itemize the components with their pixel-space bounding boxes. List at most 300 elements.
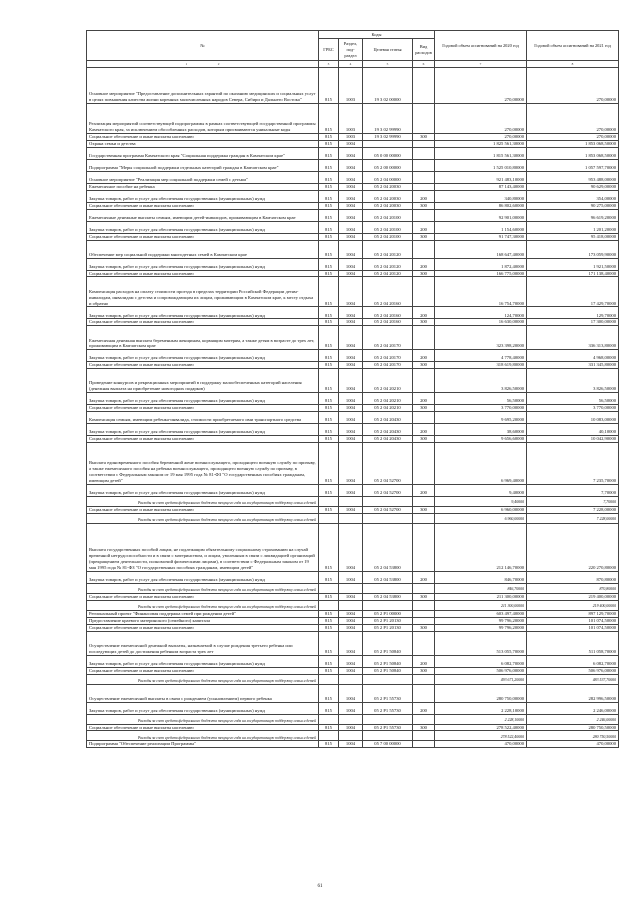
federal-funds-note-row xyxy=(87,714,619,724)
grbs-cell: 815 xyxy=(319,159,339,171)
amount-2020: 9 695,20000 xyxy=(435,412,527,424)
grbs-cell: 815 xyxy=(319,270,339,277)
target-article-cell: 05 2 04 20120 xyxy=(363,240,413,258)
table-row xyxy=(87,485,619,497)
target-article-cell: 05 2 P1 00000 xyxy=(363,610,413,617)
grbs-cell: 815 xyxy=(319,233,339,240)
expense-type-cell: 200 xyxy=(413,221,435,233)
amount-2020: 6 969,40000 xyxy=(435,443,527,485)
table-row xyxy=(87,159,619,171)
amount-2021: 56,50000 xyxy=(527,393,619,405)
amount-2020: 493 671,20000 xyxy=(435,674,527,684)
grbs-cell: 815 xyxy=(319,190,339,202)
table-row xyxy=(87,190,619,202)
target-article-cell: 05 2 04 20030 xyxy=(363,190,413,202)
expense-type-cell: 200 xyxy=(413,258,435,270)
amount-2020: 270,00000 xyxy=(435,104,527,134)
grbs-cell: 815 xyxy=(319,326,339,350)
target-article-cell: 05 2 P1 50840 xyxy=(363,631,413,655)
razdel-cell: 1004 xyxy=(339,393,363,405)
target-article-cell: 05 2 04 52700 xyxy=(363,507,413,514)
amount-2020: 87 143,40000 xyxy=(435,183,527,190)
razdel-cell: 1004 xyxy=(339,624,363,631)
expense-type-cell xyxy=(413,497,435,507)
razdel-cell: 1004 xyxy=(339,593,363,600)
amount-2020: 270,00000 xyxy=(435,68,527,104)
header-expense-type: Вид расходов xyxy=(413,39,435,61)
target-article-cell: 19 3 02 99990 xyxy=(363,134,413,141)
table-row xyxy=(87,684,619,702)
amount-2021: 336 313,80000 xyxy=(527,326,619,350)
note-text: Расходы за счет средств федерального бюджета текущего года на государственную поддержку семьи и детей xyxy=(87,497,319,507)
amount-2021: 331 345,80000 xyxy=(527,362,619,369)
razdel-cell xyxy=(339,731,363,741)
target-article-cell xyxy=(363,513,413,523)
amount-2021: 129,70000 xyxy=(527,307,619,319)
note-text: Расходы за счет средств федерального бюджета текущего года на государственную поддержку семьи и детей xyxy=(87,583,319,593)
razdel-cell: 1004 xyxy=(339,702,363,714)
target-article-cell: 05 2 04 20030 xyxy=(363,183,413,190)
amount-2020: 270,00000 xyxy=(435,134,527,141)
amount-2020: 38,60000 xyxy=(435,424,527,436)
expense-type-cell: 200 xyxy=(413,702,435,714)
target-article-cell xyxy=(363,714,413,724)
amount-2021: 7,70000 xyxy=(527,485,619,497)
item-name: Социальное обеспечение и иные выплаты населению xyxy=(87,436,319,443)
table-row xyxy=(87,624,619,631)
item-name: Социальное обеспечение и иные выплаты населению xyxy=(87,593,319,600)
amount-2021: 1 853 068,50000 xyxy=(527,140,619,147)
grbs-cell: 815 xyxy=(319,724,339,731)
target-article-cell: 05 2 P1 20130 xyxy=(363,617,413,624)
target-article-cell xyxy=(363,731,413,741)
amount-2021: 511 058,70000 xyxy=(527,631,619,655)
header-year-2021: Годовой объем ассигнований на 2021 год xyxy=(527,31,619,61)
grbs-cell xyxy=(319,513,339,523)
amount-2021: 101 074,50000 xyxy=(527,617,619,624)
razdel-cell: 1004 xyxy=(339,424,363,436)
amount-2020: 168 647,40000 xyxy=(435,240,527,258)
item-name: Ежемесячное пособие на ребенка xyxy=(87,183,319,190)
expense-type-cell: 200 xyxy=(413,393,435,405)
amount-2021: 270,00000 xyxy=(527,68,619,104)
expense-type-cell xyxy=(413,583,435,593)
razdel-cell: 1004 xyxy=(339,507,363,514)
expense-type-cell: 300 xyxy=(413,319,435,326)
table-row xyxy=(87,183,619,190)
target-article-cell: 05 2 04 53800 xyxy=(363,571,413,583)
razdel-cell: 1004 xyxy=(339,258,363,270)
expense-type-cell xyxy=(413,600,435,610)
table-row xyxy=(87,362,619,369)
item-name: Государственная программа Камчатского края "Социальная поддержка граждан в Камчатском крае" xyxy=(87,147,319,159)
razdel-cell: 1004 xyxy=(339,571,363,583)
item-name: Закупка товаров, работ и услуг для обеспечения государственных (муниципальных) нужд xyxy=(87,190,319,202)
expense-type-cell: 200 xyxy=(413,424,435,436)
amount-2021: 7 228,00000 xyxy=(527,513,619,523)
grbs-cell: 815 xyxy=(319,307,339,319)
table-row xyxy=(87,134,619,141)
amount-2021: 4 968,00000 xyxy=(527,350,619,362)
razdel-cell: 1004 xyxy=(339,443,363,485)
expense-type-cell: 200 xyxy=(413,190,435,202)
item-name: Компенсация семьям, имеющим ребенка-инвалида, стоимости приобретаемого ими транспортного средства xyxy=(87,412,319,424)
expense-type-cell xyxy=(413,183,435,190)
amount-2021: 506 976,00000 xyxy=(527,667,619,674)
item-name: Социальное обеспечение и иные выплаты населению xyxy=(87,724,319,731)
grbs-cell: 815 xyxy=(319,631,339,655)
amount-2020: 323 398,20000 xyxy=(435,326,527,350)
federal-funds-note-row xyxy=(87,583,619,593)
item-name: Подпрограмма "Меры социальной поддержки отдельных категорий граждан в Камчатском крае" xyxy=(87,159,319,171)
note-text: Расходы за счет средств федерального бюджета текущего года на государственную поддержку семьи и детей xyxy=(87,714,319,724)
table-row xyxy=(87,667,619,674)
amount-2021: 7,70000 xyxy=(527,497,619,507)
razdel-cell: 1004 xyxy=(339,436,363,443)
razdel-cell: 1004 xyxy=(339,240,363,258)
razdel-cell: 1004 xyxy=(339,140,363,147)
razdel-cell: 1004 xyxy=(339,667,363,674)
razdel-cell: 1004 xyxy=(339,326,363,350)
grbs-cell: 815 xyxy=(319,684,339,702)
amount-2020: 166 775,00000 xyxy=(435,270,527,277)
target-article-cell: 05 2 04 20030 xyxy=(363,202,413,209)
expense-type-cell xyxy=(413,714,435,724)
amount-2021: 470,00000 xyxy=(527,741,619,748)
razdel-cell: 1004 xyxy=(339,277,363,307)
amount-2021: 1 057 597,70000 xyxy=(527,159,619,171)
expense-type-cell: 300 xyxy=(413,362,435,369)
expense-type-cell xyxy=(413,277,435,307)
amount-2021: 1 853 068,50000 xyxy=(527,147,619,159)
razdel-cell: 1004 xyxy=(339,631,363,655)
target-article-cell: 05 2 04 20210 xyxy=(363,393,413,405)
budget-table xyxy=(86,30,619,748)
expense-type-cell xyxy=(413,610,435,617)
grbs-cell: 815 xyxy=(319,667,339,674)
expense-type-cell: 200 xyxy=(413,350,435,362)
amount-2020: 278 522,40000 xyxy=(435,724,527,731)
grbs-cell: 815 xyxy=(319,741,339,748)
grbs-cell: 815 xyxy=(319,68,339,104)
amount-2021: 17 300,00000 xyxy=(527,319,619,326)
razdel-cell: 1004 xyxy=(339,412,363,424)
expense-type-cell: 300 xyxy=(413,507,435,514)
razdel-cell: 1004 xyxy=(339,485,363,497)
amount-2021: 270,00000 xyxy=(527,104,619,134)
item-name: Закупка товаров, работ и услуг для обеспечения государственных (муниципальных) нужд xyxy=(87,655,319,667)
target-article-cell: 05 2 04 20160 xyxy=(363,307,413,319)
federal-funds-note-row xyxy=(87,674,619,684)
amount-2020: 56,50000 xyxy=(435,393,527,405)
item-name: Социальное обеспечение и иные выплаты населению xyxy=(87,319,319,326)
table-row xyxy=(87,202,619,209)
razdel-cell: 1004 xyxy=(339,405,363,412)
note-text: Расходы за счет средств федерального бюджета текущего года на государственную поддержку семьи и детей xyxy=(87,731,319,741)
expense-type-cell: 300 xyxy=(413,270,435,277)
table-row xyxy=(87,412,619,424)
amount-2020: 124,70000 xyxy=(435,307,527,319)
grbs-cell: 815 xyxy=(319,240,339,258)
expense-type-cell xyxy=(413,104,435,134)
table-row xyxy=(87,233,619,240)
expense-type-cell: 300 xyxy=(413,233,435,240)
amount-2020: 280 750,00000 xyxy=(435,684,527,702)
item-name: Социальное обеспечение и иные выплаты населению xyxy=(87,362,319,369)
amount-2020: 16 630,00000 xyxy=(435,319,527,326)
amount-2021: 354,00000 xyxy=(527,190,619,202)
item-name: Социальное обеспечение и иные выплаты населению xyxy=(87,202,319,209)
table-row xyxy=(87,741,619,748)
grbs-cell: 815 xyxy=(319,443,339,485)
header-codes: Коды xyxy=(319,31,435,39)
amount-2021: 219 400,00000 xyxy=(527,600,619,610)
grbs-cell xyxy=(319,674,339,684)
grbs-cell: 815 xyxy=(319,393,339,405)
razdel-cell: 1004 xyxy=(339,209,363,221)
grbs-cell xyxy=(319,497,339,507)
amount-2021: 2 246,00000 xyxy=(527,702,619,714)
item-name: Обеспечение мер социальной поддержки многодетных семей в Камчатском крае xyxy=(87,240,319,258)
item-name: Подпрограмма "Обеспечение реализации Программы" xyxy=(87,741,319,748)
amount-2020: 470,00000 xyxy=(435,741,527,748)
amount-2021: 6 082,70000 xyxy=(527,655,619,667)
target-article-cell: 05 2 P1 20130 xyxy=(363,624,413,631)
expense-type-cell xyxy=(413,617,435,624)
target-article-cell: 05 2 P1 50840 xyxy=(363,655,413,667)
amount-2020: 921 483,10000 xyxy=(435,171,527,183)
razdel-cell: 1004 xyxy=(339,741,363,748)
expense-type-cell: 300 xyxy=(413,202,435,209)
target-article-cell: 05 2 04 20160 xyxy=(363,277,413,307)
item-name: Закупка товаров, работ и услуг для обеспечения государственных (муниципальных) нужд xyxy=(87,350,319,362)
federal-funds-note-row xyxy=(87,600,619,610)
target-article-cell: 19 3 02 99990 xyxy=(363,104,413,134)
grbs-cell: 815 xyxy=(319,209,339,221)
item-name: Закупка товаров, работ и услуг для обеспечения государственных (муниципальных) нужд xyxy=(87,702,319,714)
target-article-cell: 05 2 P1 55730 xyxy=(363,702,413,714)
amount-2021: 2 246,00000 xyxy=(527,714,619,724)
table-row xyxy=(87,319,619,326)
expense-type-cell xyxy=(413,140,435,147)
target-article-cell: 05 2 04 20160 xyxy=(363,319,413,326)
expense-type-cell: 300 xyxy=(413,624,435,631)
amount-2020: 1 815 561,30000 xyxy=(435,147,527,159)
amount-2020: 212 146,70000 xyxy=(435,523,527,571)
target-article-cell: 05 2 04 53800 xyxy=(363,523,413,571)
target-article-cell: 05 2 04 20170 xyxy=(363,350,413,362)
table-row xyxy=(87,507,619,514)
amount-2020: 513 055,70000 xyxy=(435,631,527,655)
expense-type-cell: 300 xyxy=(413,134,435,141)
grbs-cell: 815 xyxy=(319,412,339,424)
target-article-cell: 05 2 04 20120 xyxy=(363,270,413,277)
table-body xyxy=(87,68,619,748)
target-article-cell: 05 2 04 20210 xyxy=(363,405,413,412)
grbs-cell: 815 xyxy=(319,571,339,583)
grbs-cell: 815 xyxy=(319,104,339,134)
budget-page xyxy=(86,30,618,748)
item-name: Основное мероприятие "Реализация мер социальной поддержки семей с детьми" xyxy=(87,171,319,183)
amount-2020: 4 778,40000 xyxy=(435,350,527,362)
table-row xyxy=(87,326,619,350)
target-article-cell: 05 2 04 20430 xyxy=(363,412,413,424)
table-row xyxy=(87,617,619,624)
amount-2021: 101 074,50000 xyxy=(527,624,619,631)
amount-2021: 171 138,40000 xyxy=(527,270,619,277)
amount-2020: 86 802,60000 xyxy=(435,202,527,209)
table-row xyxy=(87,655,619,667)
amount-2021: 95 418,00000 xyxy=(527,233,619,240)
razdel-cell: 1003 xyxy=(339,134,363,141)
item-name: Выплата единовременного пособия беременной жене военнослужащего, проходящего военную службу по призыву, а также ежемесячного пособия на ребенка военнослужащего, проходящего военную службу по призыву, в соответствии с Федеральным законом от 19 мая 1995 года № 81-ФЗ "О государственных пособиях гражданам, имеющим детей" xyxy=(87,443,319,485)
amount-2021: 280 750,50000 xyxy=(527,731,619,741)
grbs-cell: 815 xyxy=(319,369,339,393)
amount-2020: 92 901,00000 xyxy=(435,209,527,221)
item-name: Социальное обеспечение и иные выплаты населению xyxy=(87,134,319,141)
expense-type-cell: 200 xyxy=(413,655,435,667)
amount-2021: 10 083,00000 xyxy=(527,412,619,424)
item-name: Реализация мероприятий соответствующей подпрограммы в рамках соответствующей государственной программы Камчатского края, за исключением обособленных расходов, которым присваиваются уникальные коды xyxy=(87,104,319,134)
column-numbers-row xyxy=(87,61,619,68)
page-number: 61 xyxy=(317,884,323,889)
razdel-cell: 1004 xyxy=(339,183,363,190)
amount-2020: 318 619,80000 xyxy=(435,362,527,369)
grbs-cell: 815 xyxy=(319,424,339,436)
grbs-cell: 815 xyxy=(319,147,339,159)
header-razdel: Раздел, под-раздел xyxy=(339,39,363,61)
grbs-cell: 815 xyxy=(319,171,339,183)
amount-2021: 270,00000 xyxy=(527,134,619,141)
table-row xyxy=(87,393,619,405)
column-number: 1 2 xyxy=(87,61,319,68)
item-name: Основное мероприятие "Предоставление дополнительных гарантий по оказанию медицинских и социальных услуг в целях повышения качества жизни коренных малочисленных народов Севера, Сибири и Дальнего Востока" xyxy=(87,68,319,104)
table-row xyxy=(87,424,619,436)
razdel-cell: 1004 xyxy=(339,362,363,369)
target-article-cell: 05 2 04 20100 xyxy=(363,221,413,233)
amount-2021: 1 201,20000 xyxy=(527,221,619,233)
amount-2021: 483 537,70000 xyxy=(527,674,619,684)
item-name: Социальное обеспечение и иные выплаты населению xyxy=(87,270,319,277)
column-number: 4 xyxy=(339,61,363,68)
amount-2021: 3 826,50000 xyxy=(527,369,619,393)
target-article-cell: 05 2 P1 55730 xyxy=(363,684,413,702)
amount-2021: 953 488,00000 xyxy=(527,171,619,183)
table-row xyxy=(87,523,619,571)
expense-type-cell xyxy=(413,674,435,684)
table-row xyxy=(87,240,619,258)
amount-2021: 282 996,50000 xyxy=(527,684,619,702)
item-name: Социальное обеспечение и иные выплаты населению xyxy=(87,667,319,674)
target-article-cell: 05 2 04 20170 xyxy=(363,326,413,350)
razdel-cell: 1004 xyxy=(339,159,363,171)
grbs-cell: 815 xyxy=(319,277,339,307)
razdel-cell: 1004 xyxy=(339,307,363,319)
table-row xyxy=(87,724,619,731)
expense-type-cell xyxy=(413,513,435,523)
target-article-cell: 05 2 04 20210 xyxy=(363,369,413,393)
table-row xyxy=(87,443,619,485)
note-text: Расходы за счет средств федерального бюджета текущего года на государственную поддержку семьи и детей xyxy=(87,600,319,610)
amount-2020: 6 082,70000 xyxy=(435,655,527,667)
item-name: Региональный проект "Финансовая поддержка семей при рождении детей" xyxy=(87,610,319,617)
amount-2020: 99 796,20000 xyxy=(435,624,527,631)
target-article-cell: 05 2 04 52700 xyxy=(363,443,413,485)
column-number: 8 xyxy=(527,61,619,68)
razdel-cell: 1004 xyxy=(339,724,363,731)
grbs-cell xyxy=(319,600,339,610)
target-article-cell xyxy=(363,674,413,684)
item-name: Социальное обеспечение и иные выплаты населению xyxy=(87,233,319,240)
razdel-cell: 1004 xyxy=(339,233,363,240)
amount-2021: 220 270,80000 xyxy=(527,523,619,571)
column-number: 6 xyxy=(413,61,435,68)
expense-type-cell xyxy=(413,741,435,748)
table-row xyxy=(87,369,619,393)
target-article-cell: 05 0 00 00000 xyxy=(363,147,413,159)
target-article-cell: 05 2 04 00000 xyxy=(363,171,413,183)
amount-2020: 1 154,60000 xyxy=(435,221,527,233)
razdel-cell: 1004 xyxy=(339,369,363,393)
amount-2020: 211 300,00000 xyxy=(435,593,527,600)
item-name: Осуществление ежемесячной выплаты в связи с рождением (усыновлением) первого ребенка xyxy=(87,684,319,702)
amount-2021: 7 228,00000 xyxy=(527,507,619,514)
razdel-cell: 1004 xyxy=(339,655,363,667)
note-text: Расходы за счет средств федерального бюджета текущего года на государственную поддержку семьи и детей xyxy=(87,513,319,523)
expense-type-cell xyxy=(413,240,435,258)
grbs-cell: 815 xyxy=(319,655,339,667)
target-article-cell: 05 2 P1 50840 xyxy=(363,667,413,674)
table-row xyxy=(87,405,619,412)
razdel-cell: 1003 xyxy=(339,68,363,104)
grbs-cell: 815 xyxy=(319,362,339,369)
razdel-cell xyxy=(339,600,363,610)
grbs-cell: 815 xyxy=(319,593,339,600)
amount-2021: 897 129,70000 xyxy=(527,610,619,617)
amount-2020: 91 747,30000 xyxy=(435,233,527,240)
amount-2021: 173 059,90000 xyxy=(527,240,619,258)
expense-type-cell xyxy=(413,731,435,741)
expense-type-cell: 200 xyxy=(413,571,435,583)
target-article-cell xyxy=(363,600,413,610)
amount-2020: 6 960,00000 xyxy=(435,513,527,523)
target-article-cell: 05 2 04 20430 xyxy=(363,436,413,443)
grbs-cell: 815 xyxy=(319,610,339,617)
amount-2021: 870,80000 xyxy=(527,583,619,593)
item-name: Закупка товаров, работ и услуг для обеспечения государственных (муниципальных) нужд xyxy=(87,424,319,436)
item-name: Закупка товаров, работ и услуг для обеспечения государственных (муниципальных) нужд xyxy=(87,221,319,233)
expense-type-cell xyxy=(413,412,435,424)
item-name: Закупка товаров, работ и услуг для обеспечения государственных (муниципальных) нужд xyxy=(87,571,319,583)
razdel-cell: 1004 xyxy=(339,171,363,183)
amount-2020: 2 228,10000 xyxy=(435,702,527,714)
grbs-cell xyxy=(319,714,339,724)
header-number: № xyxy=(87,31,319,61)
expense-type-cell: 300 xyxy=(413,593,435,600)
expense-type-cell xyxy=(413,631,435,655)
expense-type-cell xyxy=(413,443,435,485)
amount-2020: 278 522,40000 xyxy=(435,731,527,741)
table-header xyxy=(87,31,619,68)
item-name: Выплата государственных пособий лицам, не подлежащим обязательному социальному страхованию на случай временной нетрудоспособности и в связи с материнством, и лицам, уволенным в связи с ликвидацией организаций (прекращением деятельности, полномочий физическими лицами), в соответствии с Федеральным законом от 19 мая 1995 года № 81-ФЗ "О государственных пособиях гражданам, имеющим детей" xyxy=(87,523,319,571)
grbs-cell xyxy=(319,583,339,593)
razdel-cell: 1003 xyxy=(339,104,363,134)
amount-2021: 90 629,00000 xyxy=(527,183,619,190)
table-row xyxy=(87,350,619,362)
expense-type-cell: 300 xyxy=(413,724,435,731)
expense-type-cell: 300 xyxy=(413,405,435,412)
amount-2020: 3 770,00000 xyxy=(435,405,527,412)
